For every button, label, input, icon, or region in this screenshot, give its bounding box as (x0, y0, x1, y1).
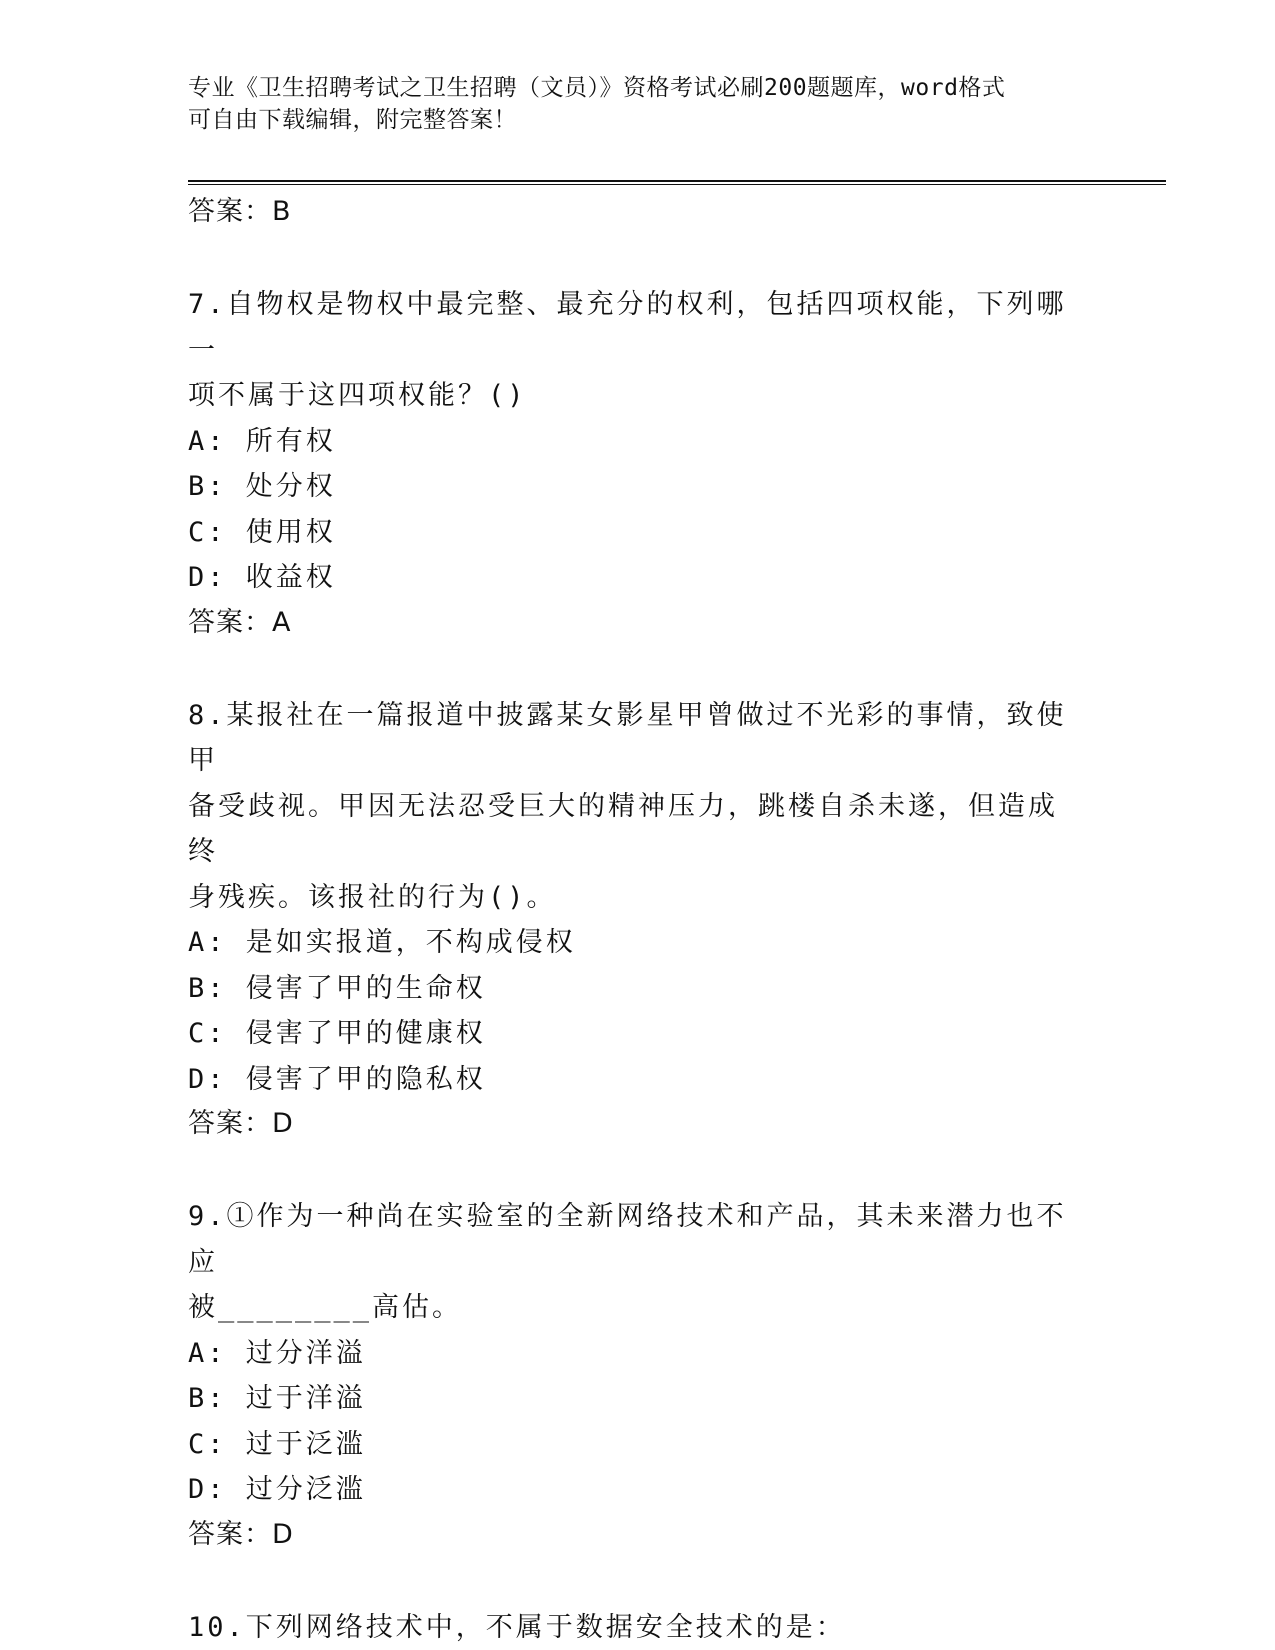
question-text-line: 备受歧视。甲因无法忍受巨大的精神压力，跳楼自杀未遂，但造成终 (188, 790, 1058, 867)
option-c: C: 侵害了甲的健康权 (188, 1018, 486, 1049)
question-text-line: 10.下列网络技术中，不属于数据安全技术的是： (188, 1611, 846, 1643)
question-9-answer: 答案：D (188, 1518, 294, 1550)
question-9-text (188, 1194, 1068, 1331)
question-8-text (188, 693, 1068, 921)
question-7-text (188, 282, 1068, 419)
option-a: A: 是如实报道，不构成侵权 (188, 927, 576, 958)
question-10-text (188, 1605, 1068, 1650)
header-line-1: 专业《卫生招聘考试之卫生招聘（文员）》资格考试必刷200题题库，word格式 (188, 75, 1006, 101)
question-9 (188, 1194, 1068, 1563)
question-text-line: 身残疾。该报社的行为()。 (188, 881, 557, 913)
header-line-2: 可自由下载编辑，附完整答案！ (188, 107, 517, 133)
question-8 (188, 693, 1068, 1153)
document-header (188, 72, 1088, 136)
option-a: A: 过分洋溢 (188, 1337, 366, 1369)
question-text-line: 项不属于这四项权能？() (188, 380, 527, 411)
header-divider-thick (188, 180, 1166, 182)
option-a: A: 所有权 (188, 425, 336, 457)
previous-answer: 答案：B (188, 196, 292, 227)
header-divider-thin (188, 184, 1166, 185)
question-8-answer: 答案：D (188, 1108, 294, 1139)
question-7-answer: 答案：A (188, 606, 292, 638)
question-text-line: 8.某报社在一篇报道中披露某女影星甲曾做过不光彩的事情，致使甲 (188, 699, 1067, 776)
option-b: B: 处分权 (188, 471, 336, 502)
option-b: B: 过于洋溢 (188, 1383, 366, 1414)
option-c: C: 使用权 (188, 516, 336, 548)
question-text-line: 7.自物权是物权中最完整、最充分的权利，包括四项权能，下列哪一 (188, 289, 1067, 366)
option-d: D: 收益权 (188, 562, 336, 593)
option-c: C: 过于泛滥 (188, 1428, 366, 1460)
option-d: D: 侵害了甲的隐私权 (188, 1063, 486, 1095)
question-7 (188, 282, 1068, 651)
document-body (188, 190, 1068, 1650)
question-text-line: 9.①作为一种尚在实验室的全新网络技术和产品，其未来潜力也不应 (188, 1201, 1067, 1278)
question-text-line: 被________高估。 (188, 1292, 463, 1323)
option-d: D: 过分泛滥 (188, 1474, 366, 1505)
option-b: B: 侵害了甲的生命权 (188, 972, 486, 1004)
question-10 (188, 1605, 1068, 1650)
